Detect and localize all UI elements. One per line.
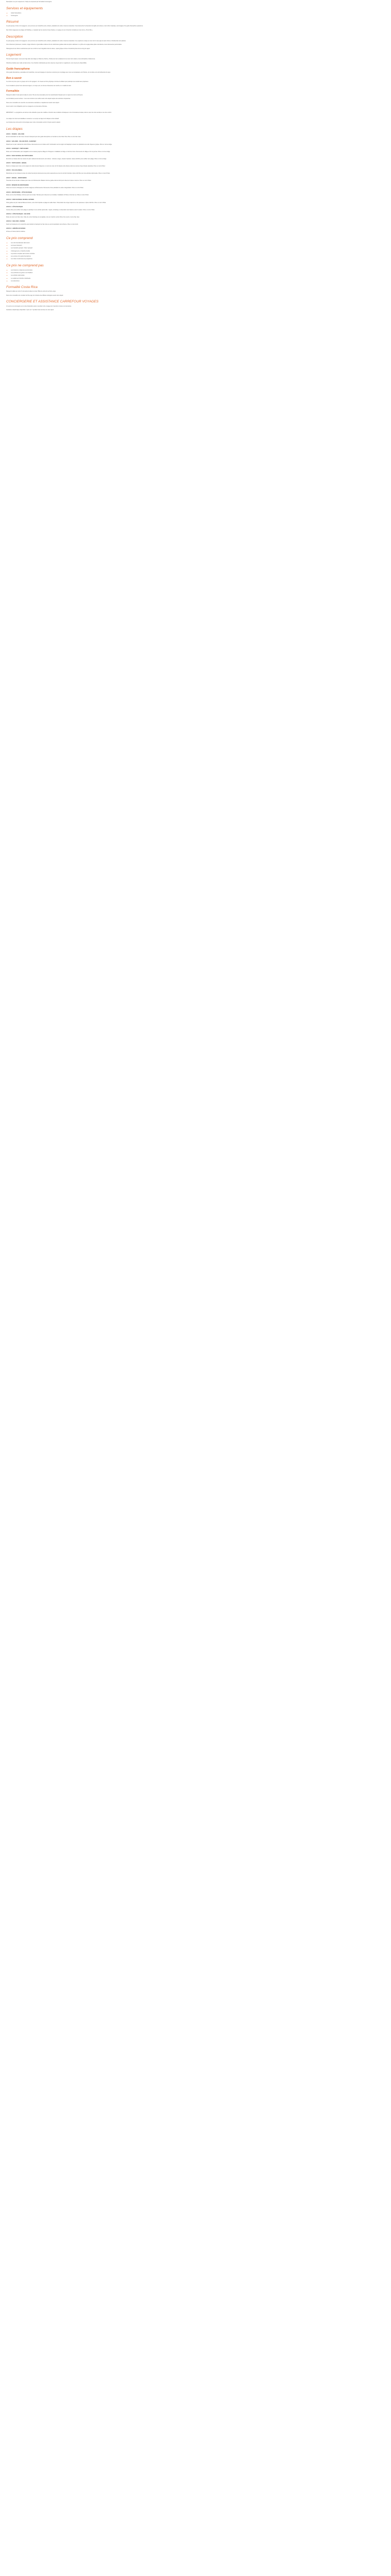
description-paragraph: Hébergements de charme sélectionnés pour leur confort et leur intégration dans la nature, repas typiques inclus et transferts privés tout au long du séjour. <box>6 47 90 49</box>
price-includes-heading: Ce prix comprend <box>6 236 33 240</box>
itinerary-day <box>6 162 385 167</box>
price-excludes-item: ▪ Les boissons et dépenses personnelles <box>11 269 385 272</box>
itinerary-day <box>6 221 385 226</box>
itinerary-day <box>6 177 385 182</box>
steps-intro <box>6 118 385 124</box>
day-title: JOUR 8 : RÉSERVE DE MONTEVERDE <box>6 184 29 186</box>
price-excludes-heading: Ce prix ne comprend pas <box>6 263 44 267</box>
day-title: JOUR 7 : ARENAL - MONTEVERDE <box>6 177 27 179</box>
day-title: JOUR 14 : ARRIVÉE EN FRANCE <box>6 228 26 230</box>
itinerary-day <box>6 199 385 204</box>
day-title: JOUR 10 : PARC NATIONAL MANUEL ANTONIO <box>6 198 34 200</box>
logement-paragraph: Chambres doubles avec salle de bain privée. Une chambre individuelle peut être réservée moyennant un supplément, sous réserve de disponibilité. <box>6 62 87 64</box>
conciergerie-heading: CONCIERGERIE ET ASSISTANCE CARREFOUR VOYAGES <box>6 300 99 304</box>
description-body <box>6 40 385 50</box>
price-excludes-list <box>6 269 385 282</box>
day-title: JOUR 5 : TORTUGUERO - ARENAL <box>6 162 27 164</box>
resume-paragraph: Des forêts nuageuses aux plages du Pacifique, en passant par les sources d'eau chaude, ce voyage est une immersion complète au cœur de la « Pura Vida ». <box>6 29 93 31</box>
price-includes-item: ▪ Les visites mentionnées au programme <box>11 258 385 260</box>
formalites-country-heading: Formalité Costa Rica <box>6 285 38 290</box>
bon-a-savoir-heading: Bon à savoir <box>6 76 22 80</box>
conciergerie-paragraph: Assistance téléphonique disponible 7 jours sur 7 pendant toute la durée de votre séjour. <box>6 309 54 311</box>
guide-heading: Guide francophone <box>6 67 30 71</box>
etapes-heading: Les étapes <box>6 127 23 131</box>
guide-body <box>6 72 385 74</box>
price-includes-item: ▪ L'hébergement en chambre double <box>11 250 385 252</box>
day-description: Route de retour vers San José. Visite du centre historique de la capitale et de son marché central. Dîner d'au revoir et nuit à San José. <box>6 216 80 218</box>
formalites-heading: Formalités <box>6 90 20 93</box>
day-description: Retour en bateau puis route vers la région du volcan Arenal. Déjeuner en cours de route. En fin d'après-midi, détente dans les sources d'eau chaude naturelles. Dîner et nuit à l'hôtel. <box>6 165 106 167</box>
price-includes-item: ▪ Les services d'un guide francophone <box>11 255 385 258</box>
services-heading: Services et équipements <box>6 6 43 10</box>
day-description: Départ pour le parc national du volcan Poás et découverte de son cratère actif. Continuation vers la région de Sarapiquí à travers les plantations de café. Déjeuner typique. Dîner et nuit au lodge. <box>6 143 112 145</box>
formalites-paragraph: Passeport valide 6 mois après la date de retour. Pas de visa nécessaire pour les ressortissants français pour un séjour de moins de 90 jours. <box>6 94 83 96</box>
price-excludes-item: ▪ Les pourboires au guide et au chauffeur <box>11 272 385 274</box>
formalites-paragraph: Nous vous conseillons de souscrire une assurance assistance et rapatriement avant votre départ. <box>6 101 60 104</box>
itinerary-days <box>6 133 385 233</box>
resume-paragraph: Ce petit groupe, limité à 12 voyageurs, vous emmène au Costa Rica entre volcans, plantations de café et réserves naturelles. Vous découvrirez la diversité incroyable de la faune et de la flore tropicales, accompagné d'un guide francophone passionné. <box>6 25 143 27</box>
bon-a-savoir-paragraph: Ce circuit est prévu pour un groupe de 6 à 12 voyageurs. Un niveau de forme physique normal est suffisant pour participer aux randonnées proposées. <box>6 81 89 83</box>
day-description: Traversée du lac Arenal en bateau puis route vers Monteverde. Balade nocturne guidée dans la forêt pour observer la faune nocturne. Dîner et nuit à l'hôtel. <box>6 180 91 182</box>
itinerary-day <box>6 213 385 218</box>
itinerary-day <box>6 206 385 211</box>
description-paragraph: Vous observerez paresseux, toucans, singes hurleurs et grenouilles colorées lors de randonnées guidées dans les parcs nationaux. Le rythme du voyage laisse place à la détente et aux découvertes personnelles. <box>6 44 122 46</box>
formalites-body <box>6 94 385 108</box>
steps-intro-paragraph: Les étapes du circuit sont détaillées ci-dessous. Les temps de trajet sont indiqués à titre indicatif. <box>6 117 59 120</box>
logement-paragraph: Tout au long du séjour, vous serez logé dans des lodges et hôtels de charme, choisis pour leur emplacement au cœur de la nature et leur atmosphère chaleureuse. <box>6 58 95 60</box>
formalites-paragraph: Les formalités peuvent évoluer : nous vous invitons à les vérifier avant votre départ auprès des autorités compétentes. <box>6 98 71 100</box>
price-includes-item: ▪ La pension complète sauf mention contraire <box>11 252 385 255</box>
itinerary-day <box>6 148 385 153</box>
resume-body <box>6 25 385 31</box>
important-paragraph: IMPORTANT : Le programme est donné à titre indicatif et peut être modifié en fonction des conditions climatiques ou de circonstances locales, dans le souci de votre sécurité et de votre confort. <box>6 112 112 113</box>
price-includes-item: ▪ Les taxes d'aéroport <box>11 244 385 247</box>
day-description: Selon les horaires de vol, temps libre puis transfert à l'aéroport de San José et envol à destination de la France. Dîner et nuit à bord. <box>6 223 78 225</box>
page-content <box>0 0 391 312</box>
itinerary-day <box>6 184 385 190</box>
formalites-paragraph: Aucun vaccin n'est obligatoire pour les voyageurs en provenance d'Europe. <box>6 106 47 108</box>
price-excludes-item: ▪ Les activités optionnelles <box>11 274 385 277</box>
day-title: JOUR 6 : VOLCAN ARENAL <box>6 170 23 172</box>
service-item: ▪ Guide francophone <box>11 12 385 14</box>
service-item: ▪ Conciergerie <box>11 14 385 17</box>
day-description: Arrivée en France dans la matinée. <box>6 231 26 232</box>
day-title: JOUR 4 : PARC NATIONAL DE TORTUGUERO <box>6 155 33 157</box>
price-includes-list <box>6 242 385 261</box>
day-description: Route vers l'embarcadère puis navigation sur les canaux jusqu'au village de Tortuguero. Installation au lodge en bord de rivière. Découverte du village en fin de journée. Dîner et nuit au lodge. <box>6 150 110 152</box>
formalites-country-body <box>6 291 385 297</box>
day-description: Excursion en bateau dans les canaux du parc national à la découverte de la faune : caïmans, singes, oiseaux tropicaux. Après-midi libre pour profiter de la plage. Dîner et nuit au lodge. <box>6 158 107 160</box>
logement-body <box>6 58 385 64</box>
day-title: JOUR 9 : MONTEVERDE - CÔTE PACIFIQUE <box>6 191 32 193</box>
conciergerie-body <box>6 306 385 312</box>
description-heading: Description <box>6 35 23 39</box>
day-description: Envol à destination de San José. Accueil à l'aéroport par votre guide francophone et transfert à votre hôtel. Dîner libre et nuit à San José. <box>6 136 81 138</box>
price-includes-item: ▪ Les vols internationaux aller-retour <box>11 242 385 244</box>
formalites-country-paragraph: Passeport valide au moins 6 mois après la date de retour. Billet de sortie du territoire exigé. <box>6 291 56 293</box>
day-description: Randonnée sur les coulées de lave du volcan Arenal puis découverte des ponts suspendus au cœur de la forêt tropicale. Après-midi libre pour des activités optionnelles. Dîner et nuit à l'hôtel. <box>6 173 110 174</box>
day-description: Visite guidée du parc national Manuel Antonio, entre forêt tropicale et plages de sable blanc. Observation des singes capucins et des paresseux. Après-midi libre. Dîner et nuit à l'hôtel. <box>6 201 106 204</box>
day-title: JOUR 11 : CÔTE PACIFIQUE <box>6 206 23 208</box>
formalites-country-paragraph: Nous vous conseillons de consulter la fiche pays du ministère des Affaires étrangères avant votre départ. <box>6 294 63 296</box>
intro-line: Description à ce jour uniquement / Carpe-to-composed par Formalités Conciergerie <box>6 1 52 3</box>
price-excludes-item: ▪ Les assurances <box>11 280 385 282</box>
day-description: Journée libre pour profiter de la plage ou participer à une activité optionnelle : kayak, snorkeling ou observation des baleines selon la saison. Dîner et nuit à l'hôtel. <box>6 209 95 211</box>
itinerary-day <box>6 155 385 160</box>
itinerary-day <box>6 170 385 175</box>
bon-a-savoir-paragraph: Il est conseillé de prévoir des vêtements légers, un coupe-vent, de bonnes chaussures de marche et un maillot de bain. <box>6 84 72 87</box>
day-description: Route vers la côte Pacifique. Arrêt au pont de la rivière Tárcoles pour observer les crocodiles. Installation à l'hôtel en bord de mer. Dîner et nuit à l'hôtel. <box>6 194 89 196</box>
itinerary-day <box>6 133 385 139</box>
day-title: JOUR 12 : CÔTE PACIFIQUE - SAN JOSÉ <box>6 213 30 215</box>
bon-a-savoir-body <box>6 81 385 87</box>
guide-paragraph: Votre guide francophone, spécialiste du Costa Rica, vous accompagne du premier au dernier jour et partage avec vous sa connaissance de l'histoire, de la culture et de la biodiversité du pays. <box>6 72 111 74</box>
important-note <box>6 112 385 114</box>
day-title: JOUR 3 : SARAPIQUÍ - TORTUGUERO <box>6 148 29 150</box>
logement-heading: Logement <box>6 53 21 57</box>
day-title: JOUR 13 : SAN JOSÉ - FRANCE <box>6 221 25 223</box>
description-paragraph: Ce petit groupe, limité à 12 voyageurs, vous emmène au Costa Rica entre volcans, plantations de café et réserves naturelles. Une expérience unique au cœur de l'un des pays les plus riches en biodiversité de la planète. <box>6 40 126 42</box>
steps-intro-paragraph: Les horaires des vols seront communiqués avec votre convocation environ 10 jours avant le départ. <box>6 122 61 124</box>
conciergerie-paragraph: Un service de conciergerie est à votre disposition avant et pendant votre voyage pour répondre à toutes vos demandes. <box>6 305 72 307</box>
day-description: Visite de la réserve biologique de la forêt nuageuse de Monteverde. Découverte d'une plantation de café et dégustation. Dîner et nuit à l'hôtel. <box>6 187 84 189</box>
itinerary-day <box>6 141 385 146</box>
services-list <box>6 12 385 18</box>
resume-heading: Résumé <box>6 20 19 24</box>
day-title: JOUR 1 : FRANCE - SAN JOSÉ <box>6 133 24 135</box>
day-title: JOUR 2 : SAN JOSÉ - VOLCAN POÁS - SARAPIQUÍ <box>6 140 36 142</box>
price-excludes-item: ▪ Le supplément chambre individuelle <box>11 277 385 280</box>
price-includes-item: ▪ Les transferts aéroport / hôtel / aéroport <box>11 247 385 249</box>
itinerary-day <box>6 192 385 197</box>
itinerary-day <box>6 228 385 233</box>
